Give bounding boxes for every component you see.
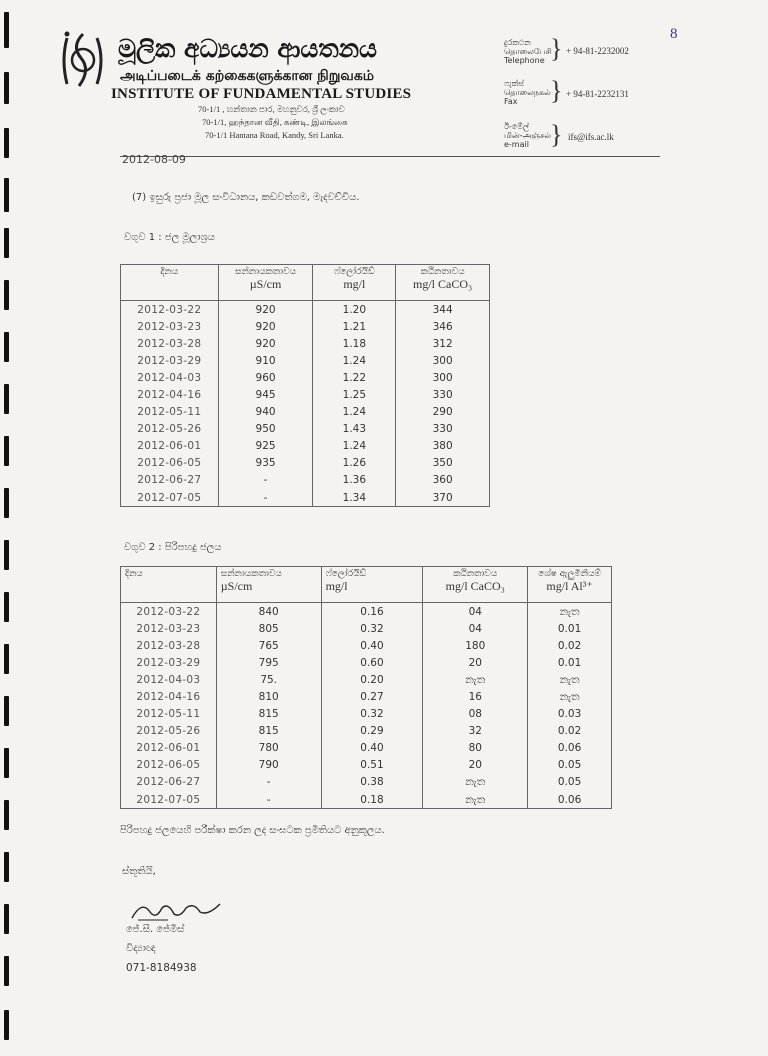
binder-mark: [4, 436, 9, 466]
value-cell: 920: [218, 301, 313, 319]
value-cell: නැත: [423, 774, 528, 791]
value-cell: 840: [216, 603, 321, 621]
table2-header-aluminium: ශේෂ ඇලුමිනියම් mg/l Al³⁺: [528, 567, 612, 603]
value-cell: 300: [396, 352, 490, 369]
letter-date: 2012-08-09: [122, 153, 186, 166]
value-cell: 910: [218, 352, 313, 369]
value-cell: 0.32: [321, 620, 423, 637]
value-cell: 312: [396, 335, 490, 352]
closing-salutation: ස්තූතියි,: [122, 866, 156, 877]
fax-label: ෆැක්ස් தொலைநகல் Fax: [504, 79, 551, 106]
value-cell: 1.25: [313, 386, 396, 403]
binder-mark: [4, 228, 9, 258]
binder-mark: [4, 332, 9, 362]
value-cell: -: [218, 489, 313, 507]
table1-row: [121, 455, 490, 472]
address-tamil: 70-1/1, ஹந்தான வீதி, கண்டி, இலங்கை: [202, 117, 348, 127]
table2-row: [121, 654, 612, 671]
value-cell: 330: [396, 386, 490, 403]
binder-mark: [4, 540, 9, 570]
value-cell: 330: [396, 421, 490, 438]
value-cell: -: [216, 791, 321, 809]
value-cell: 1.36: [313, 472, 396, 489]
date-cell: 2012-06-27: [121, 774, 217, 791]
value-cell: 04: [423, 603, 528, 621]
table2-row: [121, 774, 612, 791]
header-rule: [120, 156, 660, 157]
value-cell: 0.06: [528, 791, 612, 809]
value-cell: 0.29: [321, 723, 423, 740]
value-cell: 935: [218, 455, 313, 472]
value-cell: 810: [216, 688, 321, 705]
table1-caption: වගුව 1 : ජල මූලාශ්‍රය: [124, 232, 215, 243]
binder-mark: [4, 904, 9, 934]
value-cell: 290: [396, 404, 490, 421]
table2-row: [121, 791, 612, 809]
value-cell: 1.26: [313, 455, 396, 472]
table2-caption: වගුව 2 : පිරිපහදු ජලය: [124, 542, 222, 553]
date-cell: 2012-04-03: [121, 671, 217, 688]
table2-row: [121, 757, 612, 774]
table2-header-date: දිනය: [121, 567, 217, 603]
value-cell: 1.18: [313, 335, 396, 352]
table1-header-date: දිනය: [121, 265, 219, 301]
org-name-sinhala: මූලික අධ්‍යයන ආයතනය: [118, 34, 377, 63]
compliance-note: පිරිපහදු ජලයෙහි පරීක්ෂා කරන ලද සංඝටක ප්‍රමිතියට අනුකූලය.: [120, 825, 385, 836]
value-cell: 0.02: [528, 723, 612, 740]
binder-mark: [4, 592, 9, 622]
date-cell: 2012-06-27: [121, 472, 219, 489]
value-cell: 0.38: [321, 774, 423, 791]
table2-row: [121, 740, 612, 757]
value-cell: 370: [396, 489, 490, 507]
binder-mark: [4, 72, 9, 104]
value-cell: 1.24: [313, 438, 396, 455]
binder-mark: [4, 696, 9, 726]
date-cell: 2012-03-22: [121, 301, 219, 319]
org-name-english: INSTITUTE OF FUNDAMENTAL STUDIES: [111, 86, 412, 102]
table2-header-conductivity: සන්නායකතාවය µS/cm: [216, 567, 321, 603]
binder-mark: [4, 1010, 9, 1040]
value-cell: 380: [396, 438, 490, 455]
value-cell: 815: [216, 706, 321, 723]
value-cell: 1.21: [313, 318, 396, 335]
value-cell: නැත: [423, 791, 528, 809]
table1-row: [121, 335, 490, 352]
date-cell: 2012-04-03: [121, 369, 219, 386]
table2-row: [121, 603, 612, 621]
table2-row: [121, 620, 612, 637]
institute-logo: [57, 30, 109, 92]
treated-water-table: [120, 566, 612, 809]
value-cell: 350: [396, 455, 490, 472]
binder-mark: [4, 280, 9, 310]
date-cell: 2012-03-28: [121, 335, 219, 352]
value-cell: 765: [216, 637, 321, 654]
value-cell: 360: [396, 472, 490, 489]
address-english: 70-1/1 Hantana Road, Kandy, Sri Lanka.: [205, 130, 344, 140]
date-cell: 2012-06-01: [121, 740, 217, 757]
handwritten-page-number: 8: [670, 26, 678, 42]
date-cell: 2012-06-05: [121, 757, 217, 774]
value-cell: 945: [218, 386, 313, 403]
value-cell: 80: [423, 740, 528, 757]
signer-name: ජේ.සී. ජේමිස්: [126, 924, 185, 935]
value-cell: 1.20: [313, 301, 396, 319]
binder-mark: [4, 488, 9, 518]
value-cell: 780: [216, 740, 321, 757]
date-cell: 2012-05-26: [121, 723, 217, 740]
date-cell: 2012-03-28: [121, 637, 217, 654]
table2-row: [121, 688, 612, 705]
value-cell: 795: [216, 654, 321, 671]
date-cell: 2012-03-22: [121, 603, 217, 621]
value-cell: 920: [218, 335, 313, 352]
value-cell: 1.22: [313, 369, 396, 386]
date-cell: 2012-03-29: [121, 654, 217, 671]
value-cell: 0.05: [528, 774, 612, 791]
binder-mark: [4, 956, 9, 986]
value-cell: 0.02: [528, 637, 612, 654]
table1-header-fluoride: ෆ්ලෝරයිඩ් mg/l: [313, 265, 396, 301]
value-cell: 0.60: [321, 654, 423, 671]
date-cell: 2012-07-05: [121, 791, 217, 809]
value-cell: 20: [423, 654, 528, 671]
value-cell: 0.40: [321, 637, 423, 654]
email-label: ඊ-මේල් மின்-அஞ்சல் e-mail: [504, 122, 552, 149]
date-cell: 2012-03-23: [121, 620, 217, 637]
date-cell: 2012-07-05: [121, 489, 219, 507]
value-cell: 925: [218, 438, 313, 455]
date-cell: 2012-06-01: [121, 438, 219, 455]
value-cell: 960: [218, 369, 313, 386]
binder-mark: [4, 748, 9, 778]
table1-row: [121, 369, 490, 386]
table2-row: [121, 723, 612, 740]
value-cell: නැත: [528, 603, 612, 621]
value-cell: නැත: [423, 671, 528, 688]
fax-number: + 94-81-2232131: [566, 89, 629, 99]
value-cell: නැත: [528, 688, 612, 705]
subject-line: (7) ඉසුරු ප්‍රජා මූල සංවිධානය, කඩවත්ගම, මැදවච්චිය.: [132, 192, 360, 203]
value-cell: 940: [218, 404, 313, 421]
signature: [128, 898, 224, 924]
value-cell: 1.34: [313, 489, 396, 507]
value-cell: 04: [423, 620, 528, 637]
value-cell: 344: [396, 301, 490, 319]
value-cell: 75.: [216, 671, 321, 688]
value-cell: -: [216, 774, 321, 791]
date-cell: 2012-06-05: [121, 455, 219, 472]
value-cell: 1.43: [313, 421, 396, 438]
table2-header-fluoride: ෆ්ලෝරයිඩ් mg/l: [321, 567, 423, 603]
value-cell: 0.32: [321, 706, 423, 723]
telephone-number: + 94-81-2232002: [566, 46, 629, 56]
value-cell: 16: [423, 688, 528, 705]
table1-row: [121, 386, 490, 403]
table1-row: [121, 318, 490, 335]
value-cell: 790: [216, 757, 321, 774]
value-cell: 0.18: [321, 791, 423, 809]
value-cell: 0.06: [528, 740, 612, 757]
binder-mark: [4, 178, 9, 212]
binder-mark: [4, 12, 9, 48]
value-cell: 0.03: [528, 706, 612, 723]
value-cell: 950: [218, 421, 313, 438]
table1-row: [121, 404, 490, 421]
date-cell: 2012-03-23: [121, 318, 219, 335]
table2-row: [121, 706, 612, 723]
value-cell: 300: [396, 369, 490, 386]
value-cell: 805: [216, 620, 321, 637]
value-cell: 0.16: [321, 603, 423, 621]
table1-header-hardness: කඨිනතාවය mg/l CaCO₃: [396, 265, 490, 301]
binder-mark: [4, 644, 9, 674]
table1-row: [121, 489, 490, 507]
date-cell: 2012-03-29: [121, 352, 219, 369]
table1-row: [121, 421, 490, 438]
value-cell: 0.01: [528, 654, 612, 671]
date-cell: 2012-05-11: [121, 404, 219, 421]
value-cell: 180: [423, 637, 528, 654]
signer-title: විද්‍යාඥ: [126, 943, 156, 954]
value-cell: 08: [423, 706, 528, 723]
email-address: ifs@ifs.ac.lk: [568, 132, 614, 142]
binder-mark: [4, 800, 9, 830]
org-name-tamil: அடிப்படைக் கற்கைகளுக்கான நிறுவகம்: [120, 68, 375, 84]
date-cell: 2012-05-11: [121, 706, 217, 723]
table2-row: [121, 637, 612, 654]
value-cell: 20: [423, 757, 528, 774]
value-cell: 1.24: [313, 404, 396, 421]
binder-mark: [4, 128, 9, 158]
value-cell: 0.51: [321, 757, 423, 774]
value-cell: 0.40: [321, 740, 423, 757]
value-cell: 346: [396, 318, 490, 335]
binder-mark: [4, 852, 9, 882]
value-cell: 0.20: [321, 671, 423, 688]
value-cell: 815: [216, 723, 321, 740]
value-cell: 32: [423, 723, 528, 740]
telephone-label: දුරකථන தொலைபேசி Telephone: [504, 38, 552, 65]
value-cell: 1.24: [313, 352, 396, 369]
value-cell: 0.05: [528, 757, 612, 774]
date-cell: 2012-05-26: [121, 421, 219, 438]
signer-phone: 071-8184938: [126, 962, 197, 974]
table1-row: [121, 472, 490, 489]
table2-header-hardness: කඨිනතාවය mg/l CaCO₃: [423, 567, 528, 603]
table2-row: [121, 671, 612, 688]
date-cell: 2012-04-16: [121, 386, 219, 403]
value-cell: 0.01: [528, 620, 612, 637]
table1-row: [121, 352, 490, 369]
value-cell: 920: [218, 318, 313, 335]
raw-water-table: [120, 264, 490, 507]
table1-header-conductivity: සන්නායකතාවය µS/cm: [218, 265, 313, 301]
table1-row: [121, 301, 490, 319]
value-cell: 0.27: [321, 688, 423, 705]
value-cell: නැත: [528, 671, 612, 688]
date-cell: 2012-04-16: [121, 688, 217, 705]
address-sinhala: 70-1/1 , හන්තාන පාර, මහනුවර, ශ්‍රී ලංකාව: [198, 104, 345, 114]
binder-mark: [4, 384, 9, 414]
value-cell: -: [218, 472, 313, 489]
table1-row: [121, 438, 490, 455]
